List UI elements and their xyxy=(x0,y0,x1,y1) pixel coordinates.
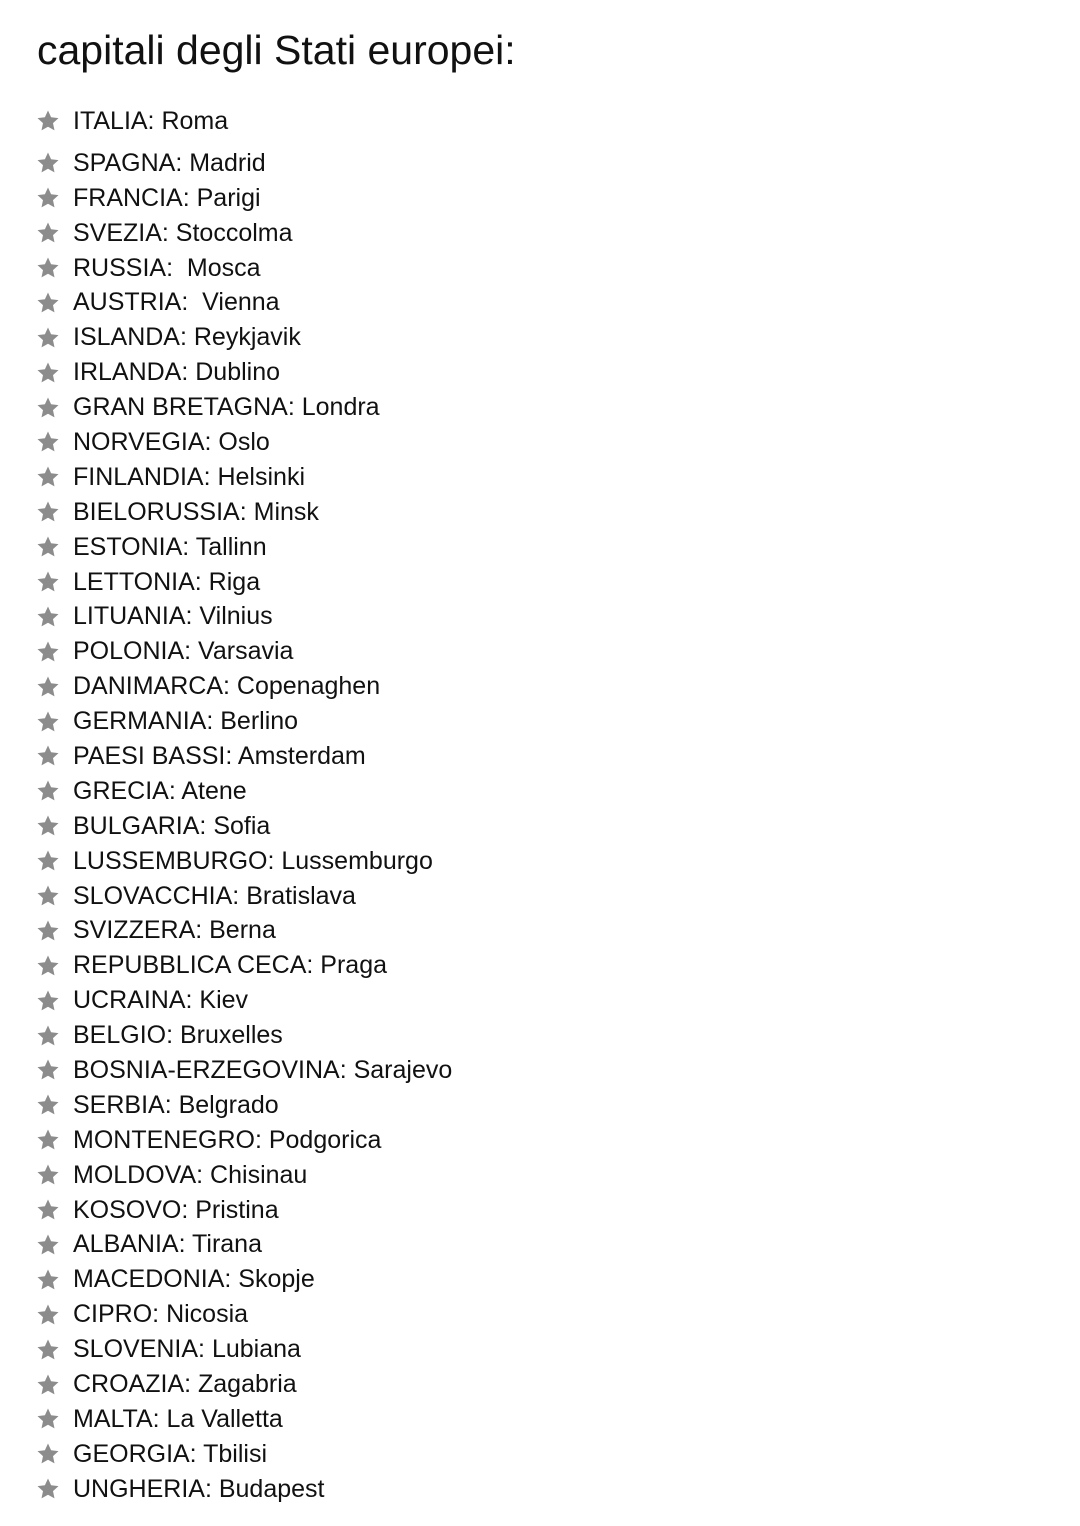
list-item xyxy=(36,390,452,425)
list-item xyxy=(36,844,452,879)
list-item-text: LETTONIA: Riga xyxy=(73,567,261,596)
list-item xyxy=(36,634,452,669)
list-item-text: REPUBBLICA CECA: Praga xyxy=(73,951,388,980)
list-item-text: KOSOVO: Pristina xyxy=(73,1195,279,1224)
star-icon xyxy=(36,814,60,838)
list-item-text: GERMANIA: Berlino xyxy=(73,707,299,736)
star-icon xyxy=(36,109,60,133)
list-item-text: MOLDOVA: Chisinau xyxy=(73,1160,308,1189)
list-item xyxy=(36,460,452,495)
list-item-text: BOSNIA-ERZEGOVINA: Sarajevo xyxy=(73,1055,453,1084)
list-item-text: MACEDONIA: Skopje xyxy=(73,1265,315,1294)
list-item-text: CIPRO: Nicosia xyxy=(73,1300,249,1329)
list-item-text: ALBANIA: Tirana xyxy=(73,1230,262,1259)
list-item xyxy=(36,1123,452,1158)
star-icon xyxy=(36,151,60,175)
star-icon xyxy=(36,1128,60,1152)
star-icon xyxy=(36,1442,60,1466)
list-item xyxy=(36,599,452,634)
list-item xyxy=(36,251,452,286)
list-item xyxy=(36,146,452,181)
list-item-text: FINLANDIA: Helsinki xyxy=(73,462,305,491)
star-icon xyxy=(36,1163,60,1187)
star-icon xyxy=(36,1024,60,1048)
star-icon xyxy=(36,640,60,664)
list-item xyxy=(36,530,452,565)
list-item-text: FRANCIA: Parigi xyxy=(73,183,261,212)
list-item xyxy=(36,1402,452,1437)
list-item-text: SVEZIA: Stoccolma xyxy=(73,218,293,247)
list-item xyxy=(36,1367,452,1402)
list-item-text: IRLANDA: Dublino xyxy=(73,358,281,387)
star-icon xyxy=(36,430,60,454)
list-item-text: AUSTRIA: Vienna xyxy=(73,288,280,317)
star-icon xyxy=(36,570,60,594)
star-icon xyxy=(36,1338,60,1362)
star-icon xyxy=(36,1303,60,1327)
list-item-text: DANIMARCA: Copenaghen xyxy=(73,672,381,701)
star-icon xyxy=(36,221,60,245)
list-item xyxy=(36,1332,452,1367)
star-icon xyxy=(36,326,60,350)
star-icon xyxy=(36,535,60,559)
list-item-text: CROAZIA: Zagabria xyxy=(73,1370,297,1398)
list-item-text: LITUANIA: Vilnius xyxy=(73,602,273,631)
list-item xyxy=(36,216,452,251)
list-item xyxy=(36,913,452,948)
capitals-list xyxy=(36,104,452,1507)
list-item-text: LUSSEMBURGO: Lussemburgo xyxy=(73,846,433,875)
star-icon xyxy=(36,779,60,803)
list-item-text: ESTONIA: Tallinn xyxy=(73,532,267,561)
star-icon xyxy=(36,1373,60,1397)
star-icon xyxy=(36,919,60,943)
star-icon xyxy=(36,361,60,385)
list-item-text: SVIZZERA: Berna xyxy=(73,916,276,945)
star-icon xyxy=(36,500,60,524)
list-item xyxy=(36,285,452,320)
list-item-text: BIELORUSSIA: Minsk xyxy=(73,497,319,526)
list-item-text: ISLANDA: Reykjavik xyxy=(73,323,301,352)
list-item xyxy=(36,320,452,355)
list-item-text: UCRAINA: Kiev xyxy=(73,986,249,1015)
list-item xyxy=(36,1193,452,1228)
list-item-text: SPAGNA: Madrid xyxy=(73,148,266,177)
list-item-text: SERBIA: Belgrado xyxy=(73,1090,279,1119)
star-icon xyxy=(36,396,60,420)
page-title: capitali degli Stati europei: xyxy=(37,27,516,73)
star-icon xyxy=(36,1058,60,1082)
star-icon xyxy=(36,954,60,978)
list-item xyxy=(36,1053,452,1088)
star-icon xyxy=(36,849,60,873)
star-icon xyxy=(36,1407,60,1431)
list-item-text: PAESI BASSI: Amsterdam xyxy=(73,741,366,770)
list-item-text: BULGARIA: Sofia xyxy=(73,811,271,840)
list-item xyxy=(36,104,452,139)
star-icon xyxy=(36,884,60,908)
list-item xyxy=(36,774,452,809)
list-item-text: UNGHERIA: Budapest xyxy=(73,1474,325,1503)
list-item-text: GRAN BRETAGNA: Londra xyxy=(73,393,380,422)
list-item xyxy=(36,1437,452,1472)
list-item-text: BELGIO: Bruxelles xyxy=(73,1021,283,1050)
list-item xyxy=(36,983,452,1018)
list-item xyxy=(36,739,452,774)
list-item xyxy=(36,1262,452,1297)
star-icon xyxy=(36,1268,60,1292)
list-item xyxy=(36,425,452,460)
list-item xyxy=(36,669,452,704)
list-item-text: MALTA: La Valletta xyxy=(73,1404,283,1433)
star-icon xyxy=(36,675,60,699)
star-icon xyxy=(36,291,60,315)
star-icon xyxy=(36,186,60,210)
list-item-text: GRECIA: Atene xyxy=(73,776,247,805)
list-item-text: SLOVENIA: Lubiana xyxy=(73,1335,301,1364)
list-item xyxy=(36,1472,452,1507)
list-item-text: MONTENEGRO: Podgorica xyxy=(73,1125,382,1154)
list-item xyxy=(36,565,452,600)
list-item-text: NORVEGIA: Oslo xyxy=(73,427,270,456)
list-item xyxy=(36,809,452,844)
list-item xyxy=(36,704,452,739)
list-item xyxy=(36,1297,452,1332)
list-item xyxy=(36,879,452,914)
list-item xyxy=(36,1228,452,1263)
list-item xyxy=(36,495,452,530)
star-icon xyxy=(36,256,60,280)
list-item xyxy=(36,1018,452,1053)
list-item xyxy=(36,1158,452,1193)
star-icon xyxy=(36,989,60,1013)
star-icon xyxy=(36,465,60,489)
list-item-text: RUSSIA: Mosca xyxy=(73,253,261,282)
list-item xyxy=(36,1088,452,1123)
list-item xyxy=(36,181,452,216)
star-icon xyxy=(36,1233,60,1257)
star-icon xyxy=(36,744,60,768)
list-item xyxy=(36,355,452,390)
list-item-text: GEORGIA: Tbilisi xyxy=(73,1439,268,1468)
star-icon xyxy=(36,605,60,629)
star-icon xyxy=(36,1477,60,1501)
list-item-text: SLOVACCHIA: Bratislava xyxy=(73,881,356,910)
list-item-text: POLONIA: Varsavia xyxy=(73,637,294,666)
list-item-text: ITALIA: Roma xyxy=(73,106,229,135)
star-icon xyxy=(36,1093,60,1117)
list-item xyxy=(36,948,452,983)
star-icon xyxy=(36,1198,60,1222)
star-icon xyxy=(36,710,60,734)
